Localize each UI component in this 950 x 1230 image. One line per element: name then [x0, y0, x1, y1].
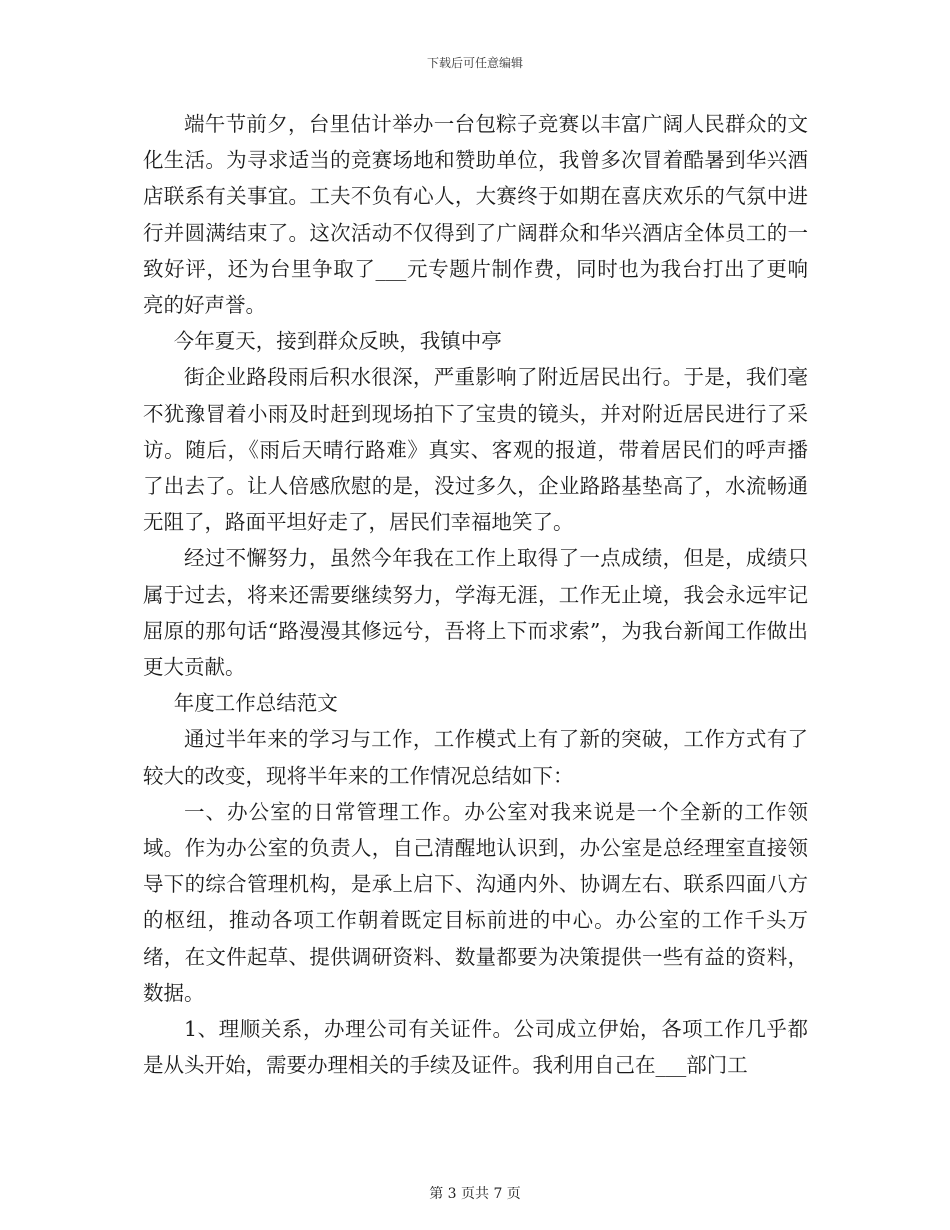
paragraph-2: 今年夏天，接到群众反映，我镇中亭: [173, 329, 502, 354]
paragraph-7: 1、理顺关系，办理公司有关证件。公司成立伊始，各项工作几乎都是从头开始，需要办理相关的手续及证件。我利用自己在___部门工: [143, 1017, 808, 1078]
section-title: 年度工作总结范文: [173, 691, 338, 716]
paragraph-4: 经过不懈努力，虽然今年我在工作上取得了一点成绩，但是，成绩只属于过去，将来还需要继续努力，学海无涯，工作无止境，我会永远牢记屈原的那句话“路漫漫其修远兮，吾将上下而求索”，为我台新闻工作做出更大贡献。: [143, 546, 808, 680]
paragraph-6: 一、办公室的日常管理工作。办公室对我来说是一个全新的工作领域。作为办公室的负责人，自己清醒地认识到，办公室是总经理室直接领导下的综合管理机构，是承上启下、沟通内外、协调左右、联系四面八方的枢纽，推动各项工作朝着既定目标前进的中心。办公室的工作千头万绪，在文件起草、提供调研资料、数量都要为决策提供一些有益的资料，数据。: [143, 799, 808, 1005]
document-body: [143, 106, 808, 1083]
paragraph-3: 街企业路段雨后积水很深，严重影响了附近居民出行。于是，我们毫不犹豫冒着小雨及时赶到现场拍下了宝贵的镜头，并对附近居民进行了采访。随后，《雨后天晴行路难》真实、客观的报道，带着居民们的呼声播了出去了。让人倍感欣慰的是，没过多久，企业路路基垫高了，水流畅通无阻了，路面平坦好走了，居民们幸福地笑了。: [143, 365, 808, 535]
page-header-note: 下载后可任意编辑: [426, 56, 523, 70]
page-number: 第 3 页共 7 页: [429, 1186, 521, 1202]
paragraph-5: 通过半年来的学习与工作，工作模式上有了新的突破，工作方式有了较大的改变，现将半年来的工作情况总结如下：: [143, 727, 808, 788]
paragraph-1: 端午节前夕，台里估计举办一台包粽子竞赛以丰富广阔人民群众的文化生活。为寻求适当的竞赛场地和赞助单位，我曾多次冒着酷暑到华兴酒店联系有关事宜。工夫不负有心人，大赛终于如期在喜庆欢乐的气氛中进行并圆满结束了。这次活动不仅得到了广阔群众和华兴酒店全体员工的一致好评，还为台里争取了___元专题片制作费，同时也为我台打出了更响亮的好声誉。: [143, 112, 808, 318]
